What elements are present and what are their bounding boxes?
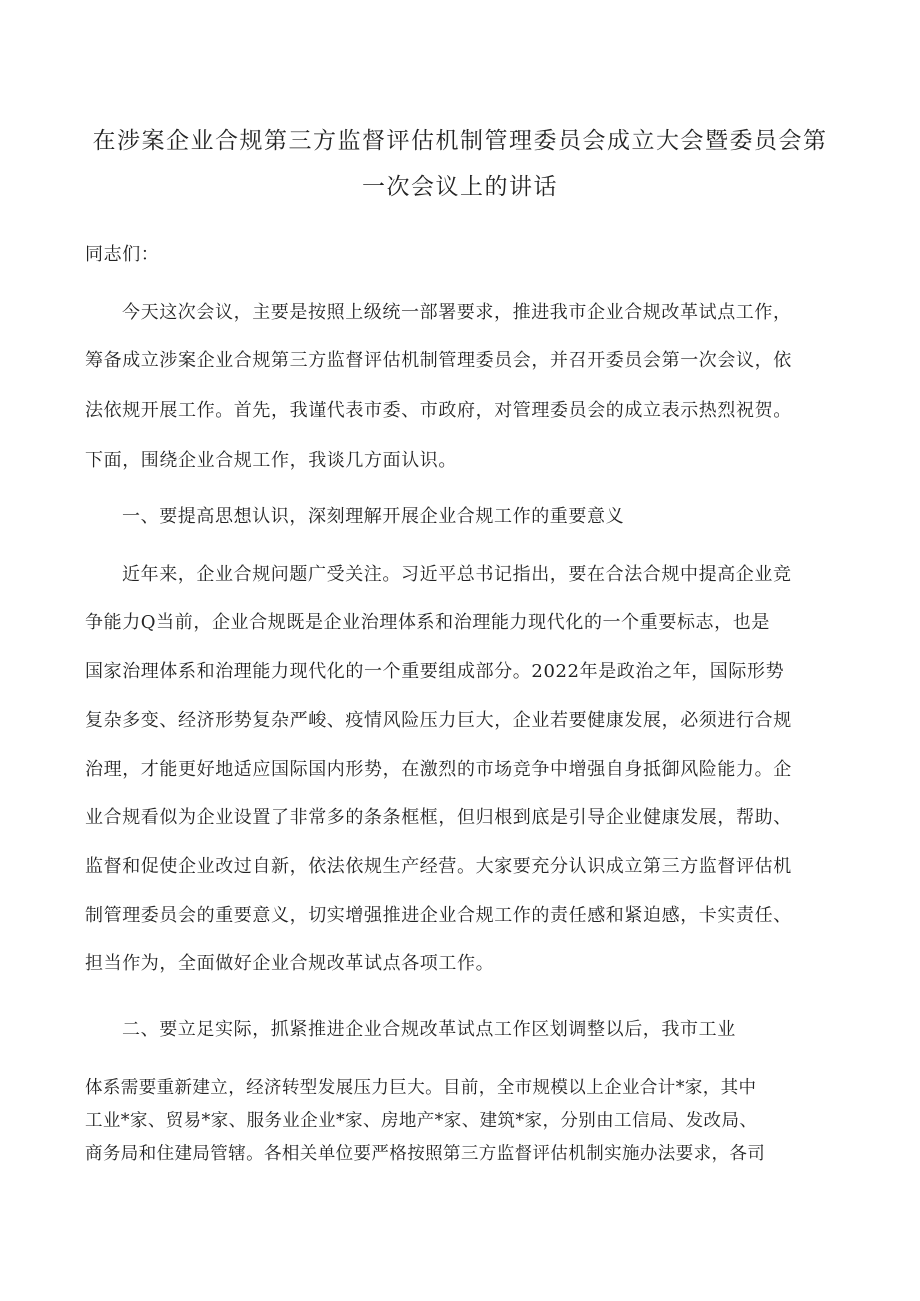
paragraph-3-line-1: 体系需要重新建立，经济转型发展压力巨大。目前，全市规模以上企业合计*家，其中	[85, 1078, 757, 1098]
paragraph-2-line-5: 治理，才能更好地适应国际国内形势，在激烈的市场竞争中增强自身抵御风险能力。企	[85, 759, 792, 780]
paragraph-2-line-9: 担当作为，全面做好企业合规改革试点各项工作。	[85, 953, 495, 974]
title-line-1: 在涉案企业合规第三方监督评估机制管理委员会成立大会暨委员会第	[92, 128, 828, 154]
section-heading-1: 一、要提高思想认识，深刻理解开展企业合规工作的重要意义	[122, 506, 625, 527]
paragraph-1-line-3: 法依规开展工作。首先，我谨代表市委、市政府，对管理委员会的成立表示热烈祝贺。	[85, 400, 792, 421]
title-line-2: 一次会议上的讲话	[362, 174, 558, 200]
salutation: 同志们：	[85, 244, 160, 265]
paragraph-2-line-2: 争能力Q当前，企业合规既是企业治理体系和治理能力现代化的一个重要标志，也是	[85, 612, 770, 633]
paragraph-2-line-6: 业合规看似为企业设置了非常多的条条框框，但归根到底是引导企业健康发展，帮助、	[85, 807, 792, 828]
paragraph-2-line-8: 制管理委员会的重要意义，切实增强推进企业合规工作的责任感和紧迫感，卡实责任、	[85, 905, 792, 926]
section-heading-2: 二、要立足实际，抓紧推进企业合规改革试点工作区划调整以后，我市工业	[122, 1019, 736, 1040]
paragraph-3-line-2: 工业*家、贸易*家、服务业企业*家、房地产*家、建筑*家，分别由工信局、发改局、	[85, 1111, 758, 1131]
paragraph-2-line-1: 近年来，企业合规问题广受关注。习近平总书记指出，要在合法合规中提高企业竞	[122, 564, 792, 585]
paragraph-2-line-4: 复杂多变、经济形势复杂严峻、疫情风险压力巨大，企业若要健康发展，必须进行合规	[85, 710, 792, 731]
paragraph-1-line-4: 下面，围绕企业合规工作，我谈几方面认识。	[85, 450, 457, 471]
paragraph-1-line-1: 今天这次会议，主要是按照上级统一部署要求，推进我市企业合规改革试点工作，	[122, 302, 792, 323]
paragraph-2-line-7: 监督和促使企业改过自新，依法依规生产经营。大家要充分认识成立第三方监督评估机	[85, 856, 792, 877]
paragraph-1-line-2: 筹备成立涉案企业合规第三方监督评估机制管理委员会，并召开委员会第一次会议，依	[85, 350, 792, 371]
paragraph-2-line-3: 国家治理体系和治理能力现代化的一个重要组成部分。2022年是政治之年，国际形势	[85, 661, 785, 682]
document-title	[70, 118, 850, 210]
paragraph-3-line-3: 商务局和住建局管辖。各相关单位要严格按照第三方监督评估机制实施办法要求，各司	[85, 1144, 766, 1164]
